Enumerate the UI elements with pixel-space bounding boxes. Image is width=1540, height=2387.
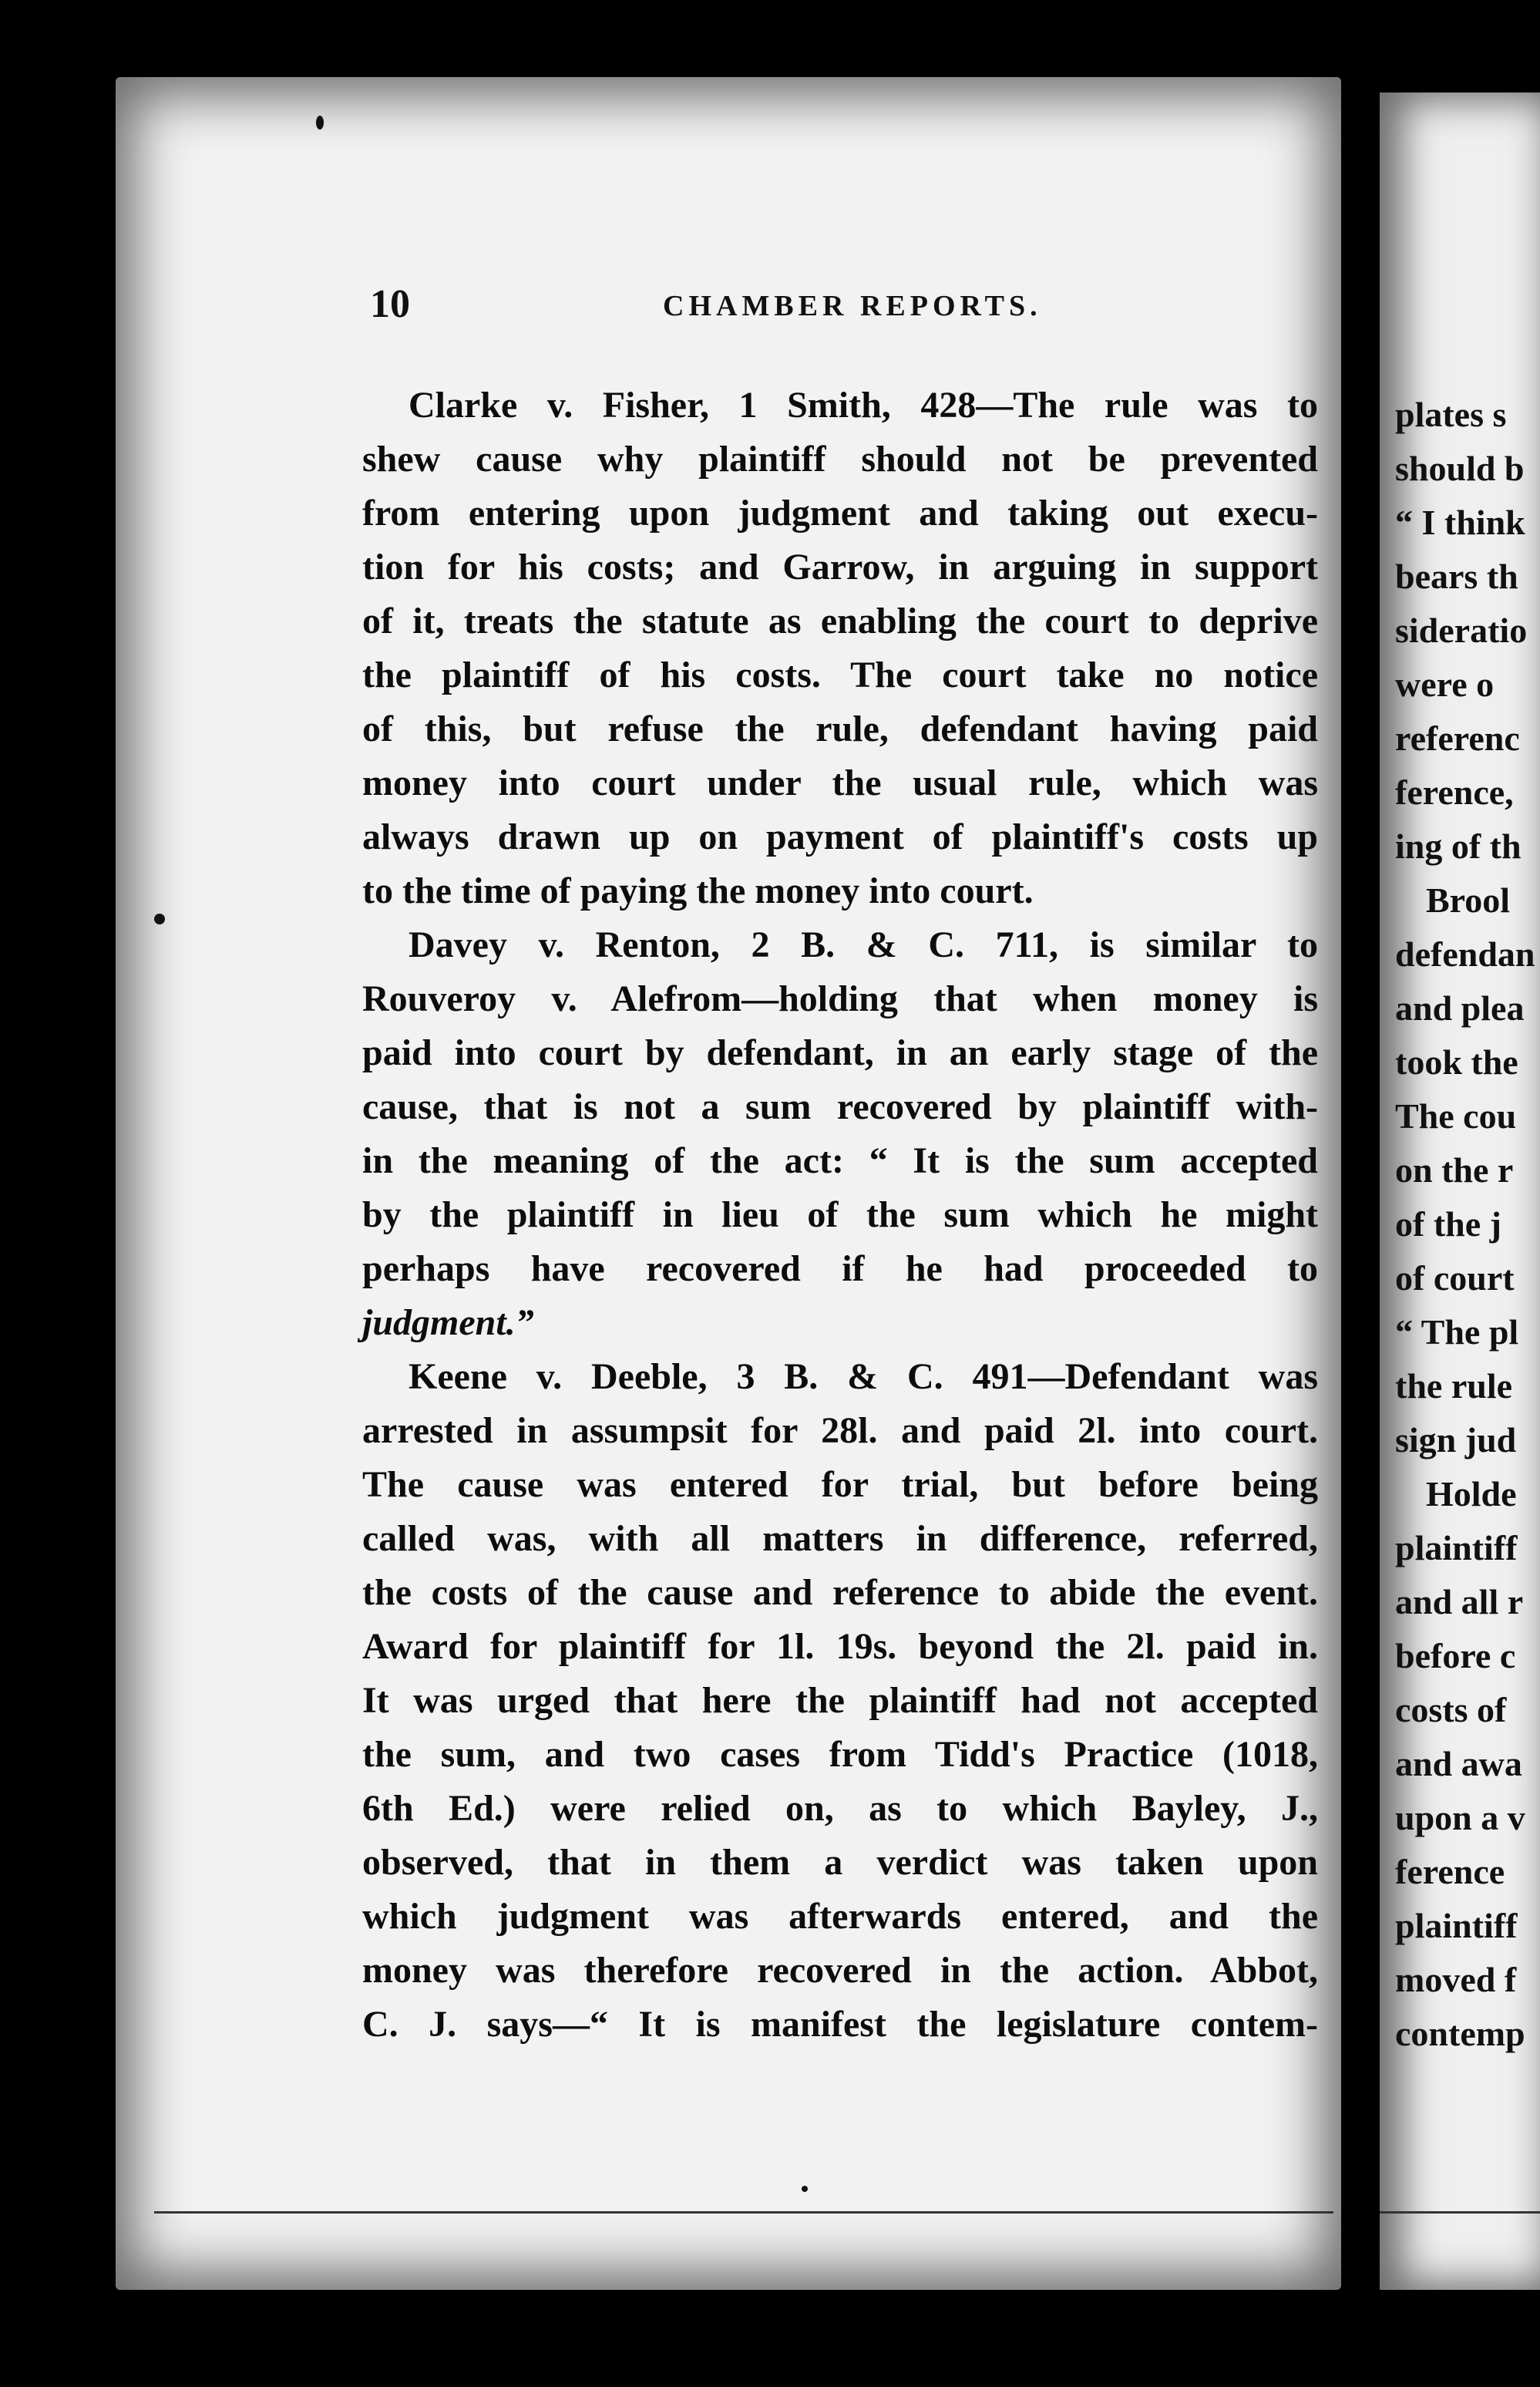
right-page-line: plaintiff	[1395, 1906, 1518, 1945]
right-page-line: plaintiff	[1395, 1528, 1518, 1567]
text-line: C. J. says—“ It is manifest the legislature contem-	[362, 2004, 1318, 2045]
right-page-line: should b	[1395, 449, 1525, 488]
text-line: Keene v. Deeble, 3 B. & C. 491—Defendant was	[409, 1356, 1318, 1397]
right-page-line: took the	[1395, 1042, 1518, 1082]
right-page-line: plates s	[1395, 395, 1507, 434]
page-bottom-rule	[154, 2211, 1333, 2214]
right-page-line: and plea	[1395, 988, 1525, 1028]
right-page-line: “ I think	[1395, 503, 1525, 542]
right-page-line: ference,	[1395, 773, 1514, 812]
scan-speck	[316, 116, 324, 130]
right-page-line: referenc	[1395, 719, 1520, 758]
right-page-bottom-rule	[1380, 2211, 1540, 2214]
text-line: which judgment was afterwards entered, and the	[362, 1896, 1318, 1937]
scan-speck	[802, 2186, 808, 2192]
text-line: tion for his costs; and Garrow, in arguing in support	[362, 547, 1318, 587]
text-line: arrested in assumpsit for 28l. and paid 2l. into court.	[362, 1410, 1318, 1451]
right-page-line: ference	[1395, 1852, 1505, 1891]
text-line: the costs of the cause and reference to abide the event.	[362, 1572, 1318, 1613]
text-line: cause, that is not a sum recovered by plaintiff with-	[362, 1086, 1318, 1127]
text-line: the plaintiff of his costs. The court take no notice	[362, 655, 1318, 695]
text-line: Rouveroy v. Alefrom—holding that when money is	[362, 978, 1318, 1019]
text-line: shew cause why plaintiff should not be prevented	[362, 439, 1318, 480]
text-line: perhaps have recovered if he had proceeded to	[362, 1248, 1318, 1289]
text-line: of it, treats the statute as enabling the court to deprive	[362, 601, 1318, 641]
text-line: money was therefore recovered in the action. Abbot,	[362, 1950, 1318, 1991]
right-page-line: the rule	[1395, 1366, 1513, 1406]
right-page-line: on the r	[1395, 1150, 1514, 1190]
text-line: always drawn up on payment of plaintiff's costs up	[362, 816, 1318, 857]
right-page-line: bears th	[1395, 557, 1518, 596]
text-line: money into court under the usual rule, which was	[362, 763, 1318, 803]
right-page-line: of court	[1395, 1258, 1515, 1298]
right-page-line: of the j	[1395, 1204, 1501, 1244]
text-line: of this, but refuse the rule, defendant having paid	[362, 709, 1318, 749]
right-page-line: Holde	[1426, 1474, 1517, 1513]
text-line: paid into court by defendant, in an early stage of the	[362, 1032, 1318, 1073]
right-page-line: defendan	[1395, 934, 1535, 974]
right-page-line: Brool	[1426, 880, 1511, 920]
text-line: Clarke v. Fisher, 1 Smith, 428—The rule was to	[409, 385, 1318, 426]
right-page-line: and all r	[1395, 1582, 1524, 1621]
text-line: judgment.”	[362, 1302, 534, 1343]
text-line: by the plaintiff in lieu of the sum which he might	[362, 1194, 1318, 1235]
right-page-line: sign jud	[1395, 1420, 1517, 1459]
right-page-line: upon a v	[1395, 1798, 1525, 1837]
text-line: in the meaning of the act: “ It is the sum accepted	[362, 1140, 1318, 1181]
right-page-line: contemp	[1395, 2014, 1525, 2053]
right-page-line: “ The pl	[1395, 1312, 1519, 1352]
text-line: Davey v. Renton, 2 B. & C. 711, is similar to	[409, 924, 1318, 965]
page-number: 10	[370, 282, 410, 326]
scan-speck	[154, 914, 165, 924]
right-page-line: sideratio	[1395, 611, 1528, 650]
running-title: CHAMBER REPORTS.	[663, 290, 1042, 322]
text-line: from entering upon judgment and taking out execu-	[362, 493, 1318, 534]
right-page-line: before c	[1395, 1636, 1516, 1675]
running-header	[370, 281, 1318, 328]
text-line: the sum, and two cases from Tidd's Practice (1018,	[362, 1734, 1318, 1775]
text-line: 6th Ed.) were relied on, as to which Bayley, J.,	[362, 1788, 1318, 1829]
right-page-line: and awa	[1395, 1744, 1522, 1783]
right-page-line: were o	[1395, 665, 1495, 704]
text-line: It was urged that here the plaintiff had not accepted	[362, 1680, 1318, 1721]
right-page-line: The cou	[1395, 1096, 1517, 1136]
right-page-line: ing of th	[1395, 827, 1522, 866]
text-line: The cause was entered for trial, but before being	[362, 1464, 1318, 1505]
text-line: Award for plaintiff for 1l. 19s. beyond the 2l. paid in.	[362, 1626, 1318, 1667]
text-line: to the time of paying the money into court.	[362, 870, 1034, 911]
text-line: called was, with all matters in difference, referred,	[362, 1518, 1318, 1559]
right-page-line: moved f	[1395, 1960, 1517, 1999]
right-page-line: costs of	[1395, 1690, 1507, 1729]
text-line: observed, that in them a verdict was taken upon	[362, 1842, 1318, 1883]
